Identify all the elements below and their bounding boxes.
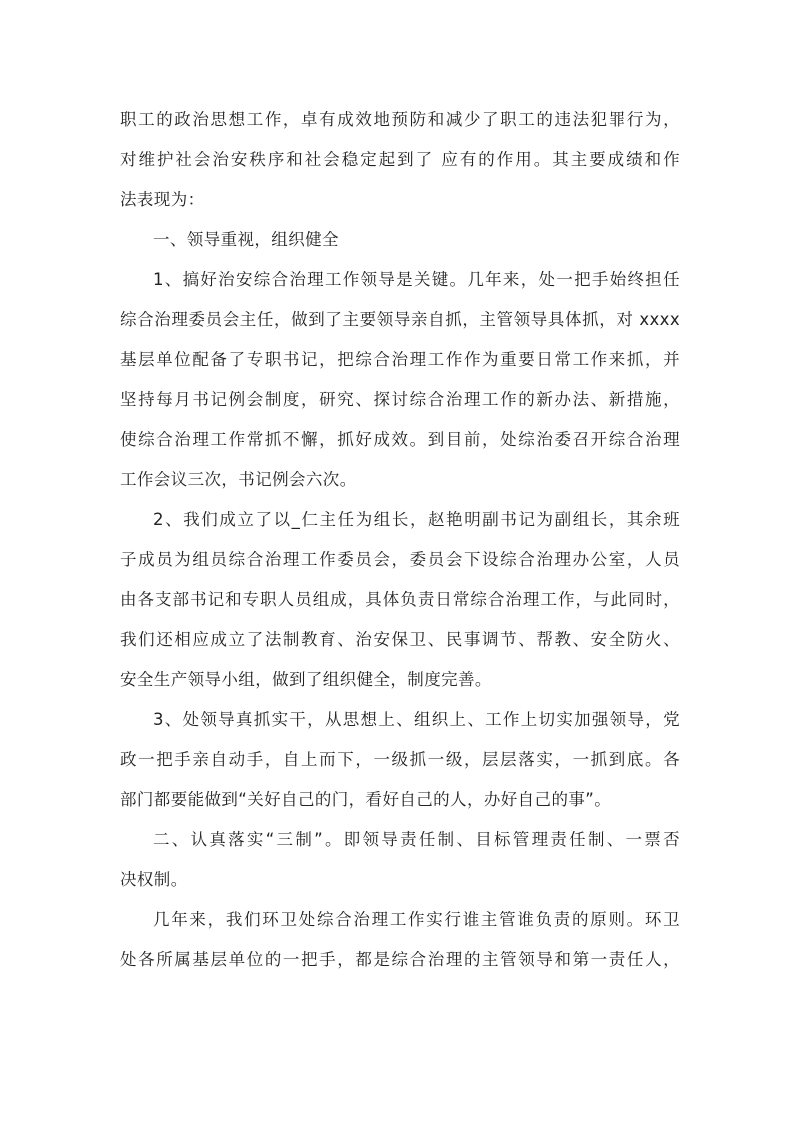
text-line: 1、搞好治安综合治理工作领导是关键。几年来，处一把手始终担任: [153, 270, 680, 289]
text-line: 部门都要能做到“关好自己的门，看好自己的人，办好自己的事”。: [120, 790, 612, 809]
text-line: 综合治理委员会主任，做到了主要领导亲自抓，主管领导具体抓，对 xxxx: [120, 310, 680, 329]
section-heading: 一、领导重视，组织健全: [153, 230, 339, 249]
text-line: 我们还相应成立了法制教育、治安保卫、民事调节、帮教、安全防火、: [120, 630, 680, 649]
text-line: 几年来，我们环卫处综合治理工作实行谁主管谁负责的原则。环卫: [153, 910, 680, 929]
text-line: 安全生产领导小组，做到了组织健全，制度完善。: [120, 670, 492, 689]
text-line: 使综合治理工作常抓不懈，抓好成效。到目前，处综治委召开综合治理: [120, 430, 680, 449]
text-line: 决权制。: [120, 870, 188, 889]
text-line: 政一把手亲自动手，自上而下，一级抓一级，层层落实，一抓到底。各: [120, 750, 680, 769]
text-line: 职工的政治思想工作，卓有成效地预防和减少了职工的违法犯罪行为，: [120, 110, 680, 129]
text-line: 坚持每月书记例会制度，研究、探讨综合治理工作的新办法、新措施，: [120, 390, 680, 409]
text-line: 3、处领导真抓实干，从思想上、组织上、工作上切实加强领导，党: [153, 710, 680, 729]
text-line: 子成员为组员综合治理工作委员会，委员会下设综合治理办公室，人员: [120, 550, 680, 569]
text-line: 2、我们成立了以_仁主任为组长，赵艳明副书记为副组长，其余班: [153, 510, 680, 529]
text-line: 基层单位配备了专职书记，把综合治理工作作为重要日常工作来抓，并: [120, 350, 680, 369]
document-body: [120, 100, 680, 980]
text-line: 处各所属基层单位的一把手，都是综合治理的主管领导和第一责任人，: [120, 950, 680, 969]
text-line: 对维护社会治安秩序和社会稳定起到了 应有的作用。其主要成绩和作: [120, 150, 680, 169]
section-heading: 二、认真落实“三制”。即领导责任制、目标管理责任制、一票否: [153, 830, 680, 849]
text-line: 工作会议三次，书记例会六次。: [120, 470, 357, 489]
text-line: 由各支部书记和专职人员组成，具体负责日常综合治理工作，与此同时，: [120, 590, 680, 609]
text-line: 法表现为：: [120, 190, 205, 209]
